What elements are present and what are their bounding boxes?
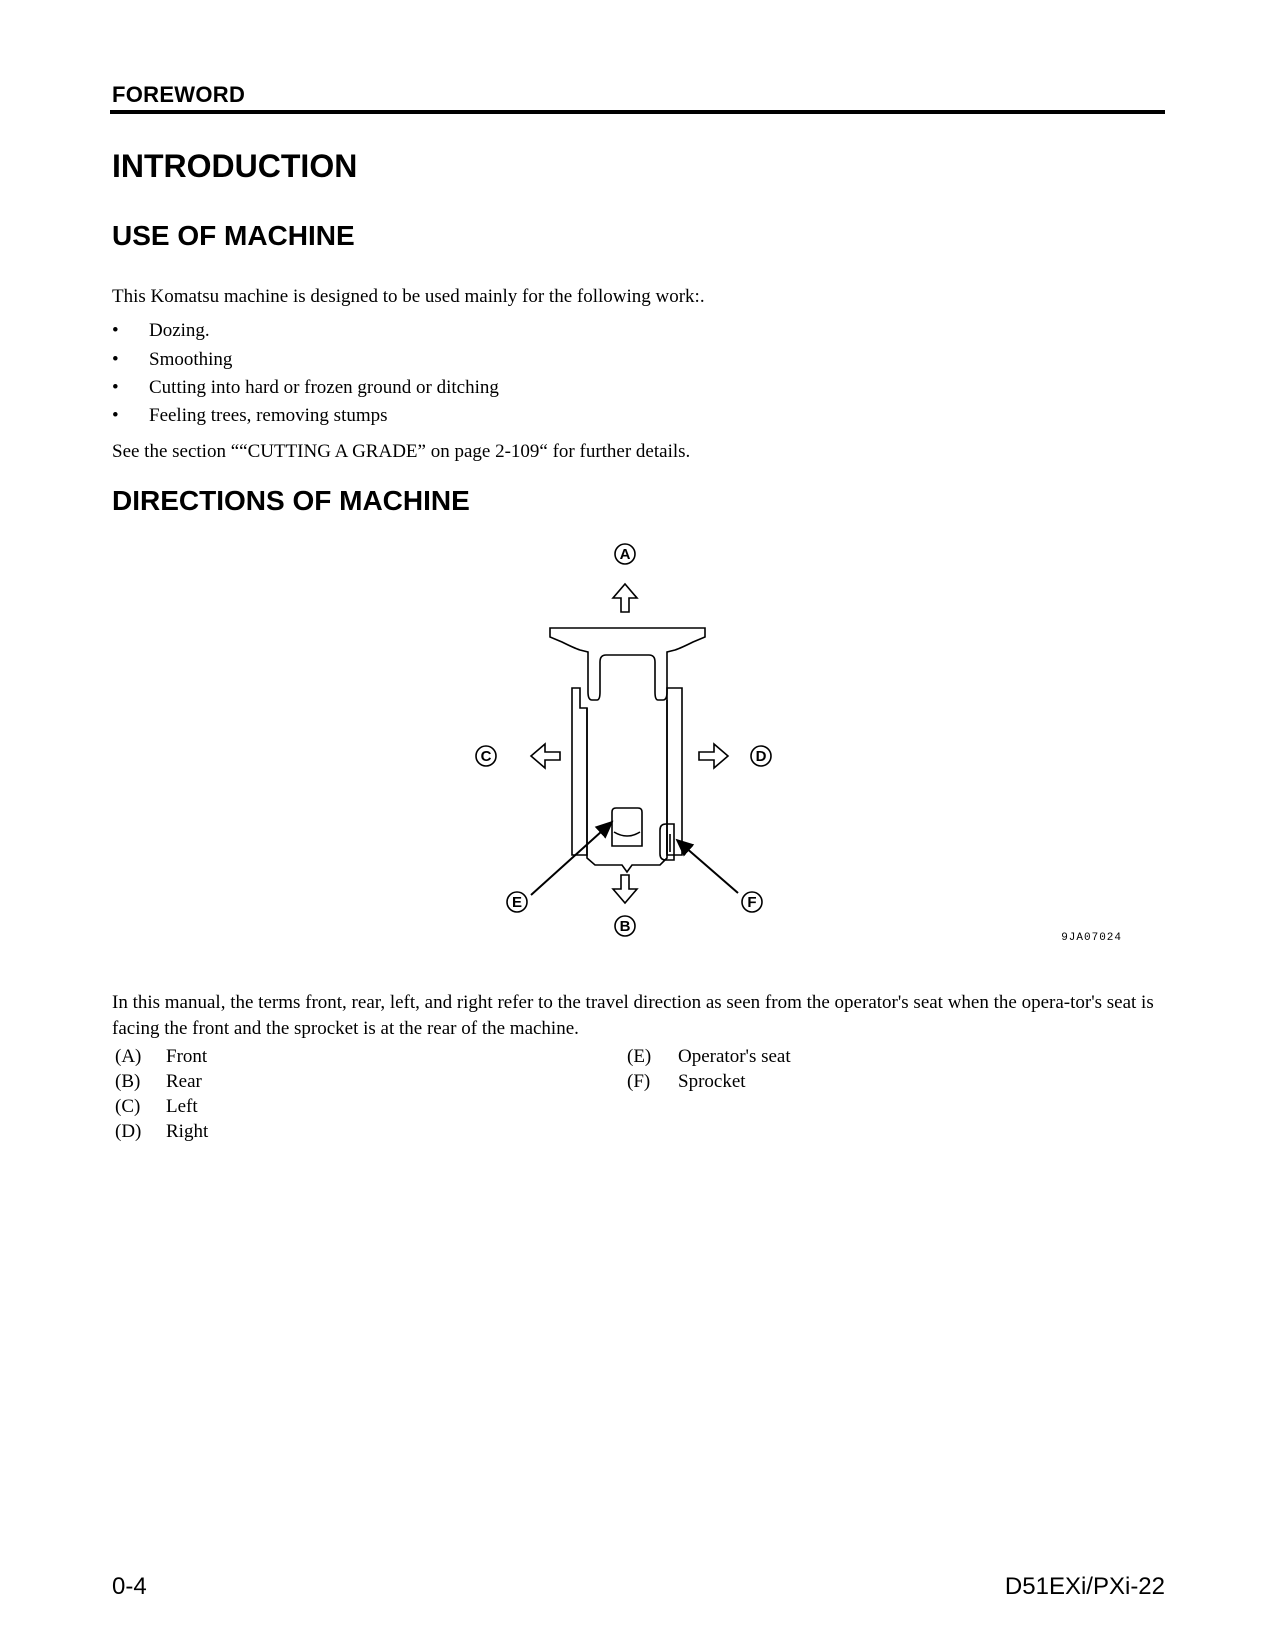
bullet-text: Feeling trees, removing stumps [149,405,388,426]
rear-arrow [613,875,637,903]
bullet-icon: • [112,320,119,341]
bullet-icon: • [112,405,119,426]
machine-directions-diagram [460,540,1140,960]
directions-heading: DIRECTIONS OF MACHINE [112,485,470,516]
label-f: F [747,894,757,911]
bullet-icon: • [112,349,119,370]
legend-key: (B) [115,1071,141,1092]
bullet-text: Dozing. [149,320,210,341]
legend-value: Operator's seat [678,1046,791,1067]
legend-value: Left [166,1096,198,1117]
use-of-machine-heading: USE OF MACHINE [112,220,355,251]
directions-description: In this manual, the terms front, rear, left, and right refer to the travel direction as seen from the operator's seat when the opera-tor's seat is facing the front and the sprocket is at the rear of the machine. [112,992,1154,1039]
legend-value: Front [166,1046,208,1067]
label-d: D [755,748,767,765]
front-arrow [613,584,637,612]
legend-key: (F) [627,1071,651,1092]
operator-seat [612,808,642,846]
see-also-text: See the section ““CUTTING A GRADE” on page 2-109“ for further details. [112,441,691,462]
section-header: FOREWORD [112,82,246,107]
model-code: D51EXi/PXi-22 [1004,1573,1165,1600]
legend-value: Right [166,1121,209,1142]
page-title: INTRODUCTION [112,148,358,184]
figure-code: 9JA07024 [1061,932,1122,944]
label-b: B [619,918,631,935]
legend-key: (E) [627,1046,652,1067]
legend-key: (D) [115,1121,142,1142]
left-track [572,688,587,855]
legend-key: (C) [115,1096,141,1117]
bullet-text: Cutting into hard or frozen ground or ditching [149,377,499,398]
use-intro-text: This Komatsu machine is designed to be used mainly for the following work:. [112,286,705,307]
bullet-icon: • [112,377,119,398]
header-divider [110,110,1165,114]
legend-value: Rear [166,1071,202,1092]
legend-value: Sprocket [678,1071,746,1092]
label-e: E [511,894,523,911]
page-number: 0-4 [112,1573,147,1600]
right-arrow [699,744,728,768]
label-a: A [619,546,631,563]
label-c: C [480,748,492,765]
legend-key: (A) [115,1046,142,1067]
left-arrow [531,744,560,768]
bullet-text: Smoothing [149,349,233,370]
sprocket-leader-line [677,840,738,893]
